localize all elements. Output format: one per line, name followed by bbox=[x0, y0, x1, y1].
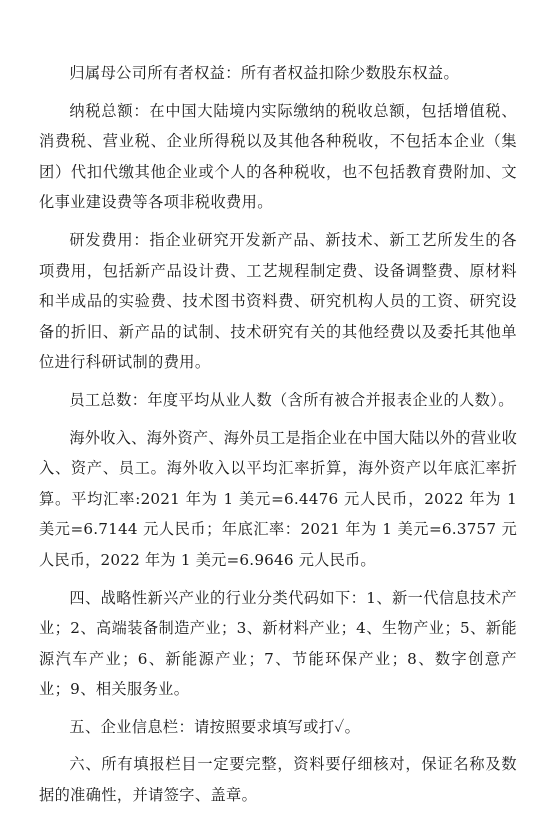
paragraph-rnd-definition: 研发费用：指企业研究开发新产品、新技术、新工艺所发生的各项费用，包括新产品设计费、工艺规程制定费、设备调整费、原材料和半成品的实验费、技术图书资料费、研究机构人员的工资、研究设备的折旧、新产品的试制、技术研究有关的其他经费以及委托其他单位进行科研试制的费用。 bbox=[39, 230, 517, 372]
paragraph-company-info: 五、企业信息栏：请按照要求填写或打✓。 bbox=[69, 717, 361, 736]
paragraph-employees-definition: 员工总数：年度平均从业人数（含所有被合并报表企业的人数）。 bbox=[69, 390, 514, 409]
paragraph-tax-definition: 纳税总额：在中国大陆境内实际缴纳的税收总额，包括增值税、消费税、营业税、企业所得税以及其他各种税收，不包括本企业（集团）代扣代缴其他企业或个人的各种税收，也不包括教育费附加、文化事业建设费等各项非税收费用。 bbox=[39, 101, 517, 212]
paragraph-overseas-definition: 海外收入、海外资产、海外员工是指企业在中国大陆以外的营业收入、资产、员工。海外收入以平均汇率折算，海外资产以年底汇率折算。平均汇率:2021 年为 1 美元=6.4476 元人民币，2022 年为 1 美元=6.7144 元人民币；年底汇率：2021 年为 1 美元=6.3757 元人民币，2022 年为 1 美元=6.9646 元人民币。 bbox=[39, 428, 517, 569]
document-page bbox=[39, 58, 517, 818]
paragraph-industry-codes: 四、战略性新兴产业的行业分类代码如下：1、新一代信息技术产业；2、高端装备制造产业；3、新材料产业；4、生物产业；5、新能源汽车产业；6、新能源产业；7、节能环保产业；8、数字创意产业；9、相关服务业。 bbox=[39, 588, 517, 699]
paragraph-completeness: 六、所有填报栏目一定要完整，资料要仔细核对，保证名称及数据的准确性，并请签字、盖章。 bbox=[39, 755, 517, 805]
paragraph-equity-definition: 归属母公司所有者权益：所有者权益扣除少数股东权益。 bbox=[69, 64, 460, 82]
